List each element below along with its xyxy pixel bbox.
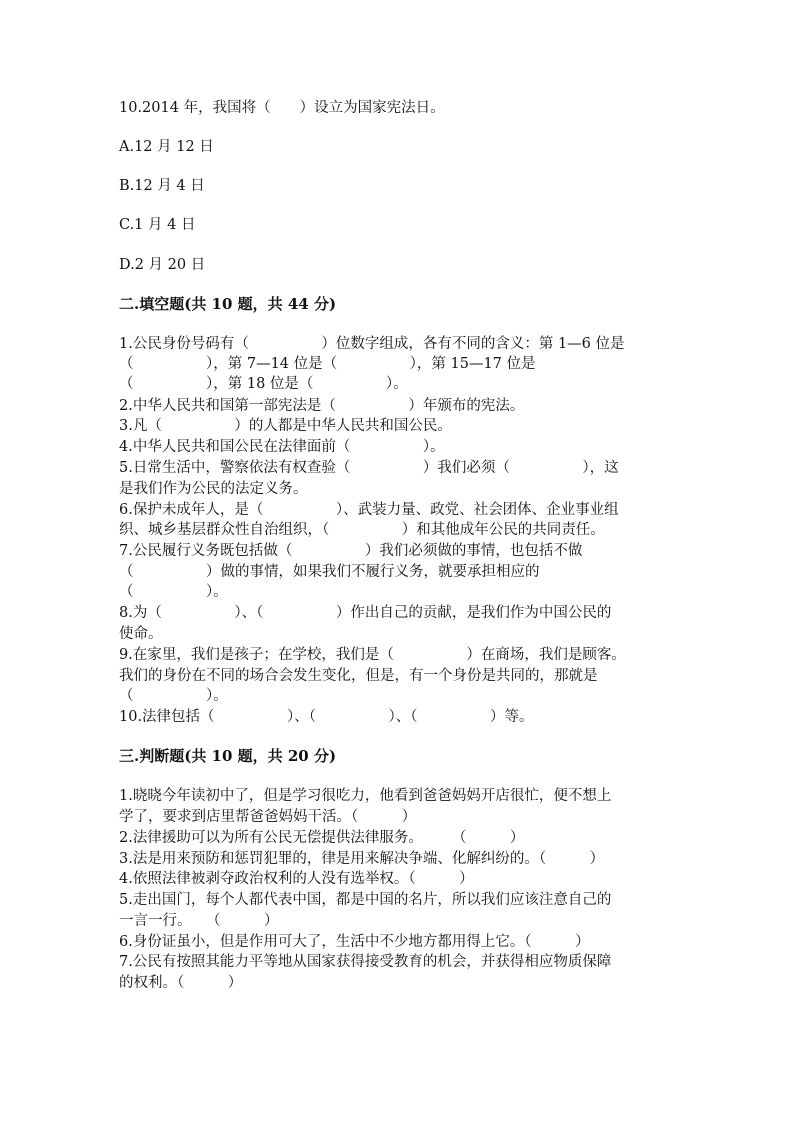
section-fill-blank-title: 二.填空题(共 10 题，共 44 分)	[119, 295, 337, 313]
section-true-false-title: 三.判断题(共 10 题，共 20 分)	[119, 747, 337, 765]
question-10-option-b: B.12 月 4 日	[119, 178, 205, 194]
question-10-option-c: C.1 月 4 日	[119, 217, 196, 233]
true-false-line: 一言一行。 （ ）	[119, 913, 279, 929]
fill-blank-line: （ ）。	[119, 688, 228, 704]
true-false-line: 5.走出国门，每个人都代表中国，都是中国的名片，所以我们应该注意自己的	[119, 892, 612, 908]
fill-blank-line: 4.中华人民共和国公民在法律面前（ ）。	[119, 439, 445, 455]
fill-blank-line: （ ），第 7—14 位是（ ），第 15—17 位是	[119, 356, 536, 372]
fill-blank-line: （ ）。	[119, 584, 228, 600]
fill-blank-line: 9.在家里，我们是孩子；在学校，我们是（ ）在商场，我们是顾客。	[119, 647, 626, 663]
fill-blank-line: 织、城乡基层群众性自治组织，（ ）和其他成年公民的共同责任。	[119, 522, 605, 538]
fill-blank-line: （ ），第 18 位是（ ）。	[119, 376, 408, 392]
true-false-line: 3.法是用来预防和惩罚犯罪的，律是用来解决争端、化解纠纷的。（ ）	[119, 851, 605, 867]
fill-blank-line: 10.法律包括（ ）、（ ）、（ ）等。	[119, 709, 534, 725]
fill-blank-line: 5.日常生活中，警察依法有权查验（ ）我们必须（ ），这	[119, 460, 619, 476]
true-false-line: 6.身份证虽小，但是作用可大了，生活中不少地方都用得上它。（ ）	[119, 934, 590, 950]
question-10-option-d: D.2 月 20 日	[119, 257, 206, 273]
true-false-line: 2.法律援助可以为所有公民无偿提供法律服务。 （ ）	[119, 830, 525, 846]
fill-blank-line: 是我们作为公民的法定义务。	[119, 481, 308, 497]
fill-blank-line: 我们的身份在不同的场合会发生变化，但是，有一个身份是共同的，那就是	[119, 668, 598, 684]
true-false-line: 学了，要求到店里帮爸爸妈妈干活。（ ）	[119, 809, 417, 825]
fill-blank-line: （ ）做的事情，如果我们不履行义务，就要承担相应的	[119, 564, 540, 580]
true-false-line: 的权利。（ ）	[119, 975, 243, 991]
question-10-option-a: A.12 月 12 日	[119, 139, 214, 155]
fill-blank-line: 3.凡（ ）的人都是中华人民共和国公民。	[119, 418, 452, 434]
fill-blank-line: 6.保护未成年人，是（ ）、武装力量、政党、社会团体、企业事业组	[119, 502, 619, 518]
fill-blank-line: 2.中华人民共和国第一部宪法是（ ）年颁布的宪法。	[119, 398, 525, 414]
true-false-line: 7.公民有按照其能力平等地从国家获得接受教育的机会，并获得相应物质保障	[119, 954, 612, 970]
fill-blank-line: 使命。	[119, 626, 163, 642]
fill-blank-line: 7.公民履行义务既包括做（ ）我们必须做的事情，也包括不做	[119, 543, 583, 559]
fill-blank-line: 8.为（ ）、（ ）作出自己的贡献，是我们作为中国公民的	[119, 605, 612, 621]
true-false-line: 4.依照法律被剥夺政治权利的人没有选举权。（ ）	[119, 871, 474, 887]
true-false-line: 1.晓晓今年读初中了，但是学习很吃力，他看到爸爸妈妈开店很忙，便不想上	[119, 788, 612, 804]
question-10-stem: 10.2014 年，我国将（ ）设立为国家宪法日。	[119, 100, 445, 116]
fill-blank-line: 1.公民身份号码有（ ）位数字组成，各有不同的含义：第 1—6 位是	[119, 336, 625, 352]
